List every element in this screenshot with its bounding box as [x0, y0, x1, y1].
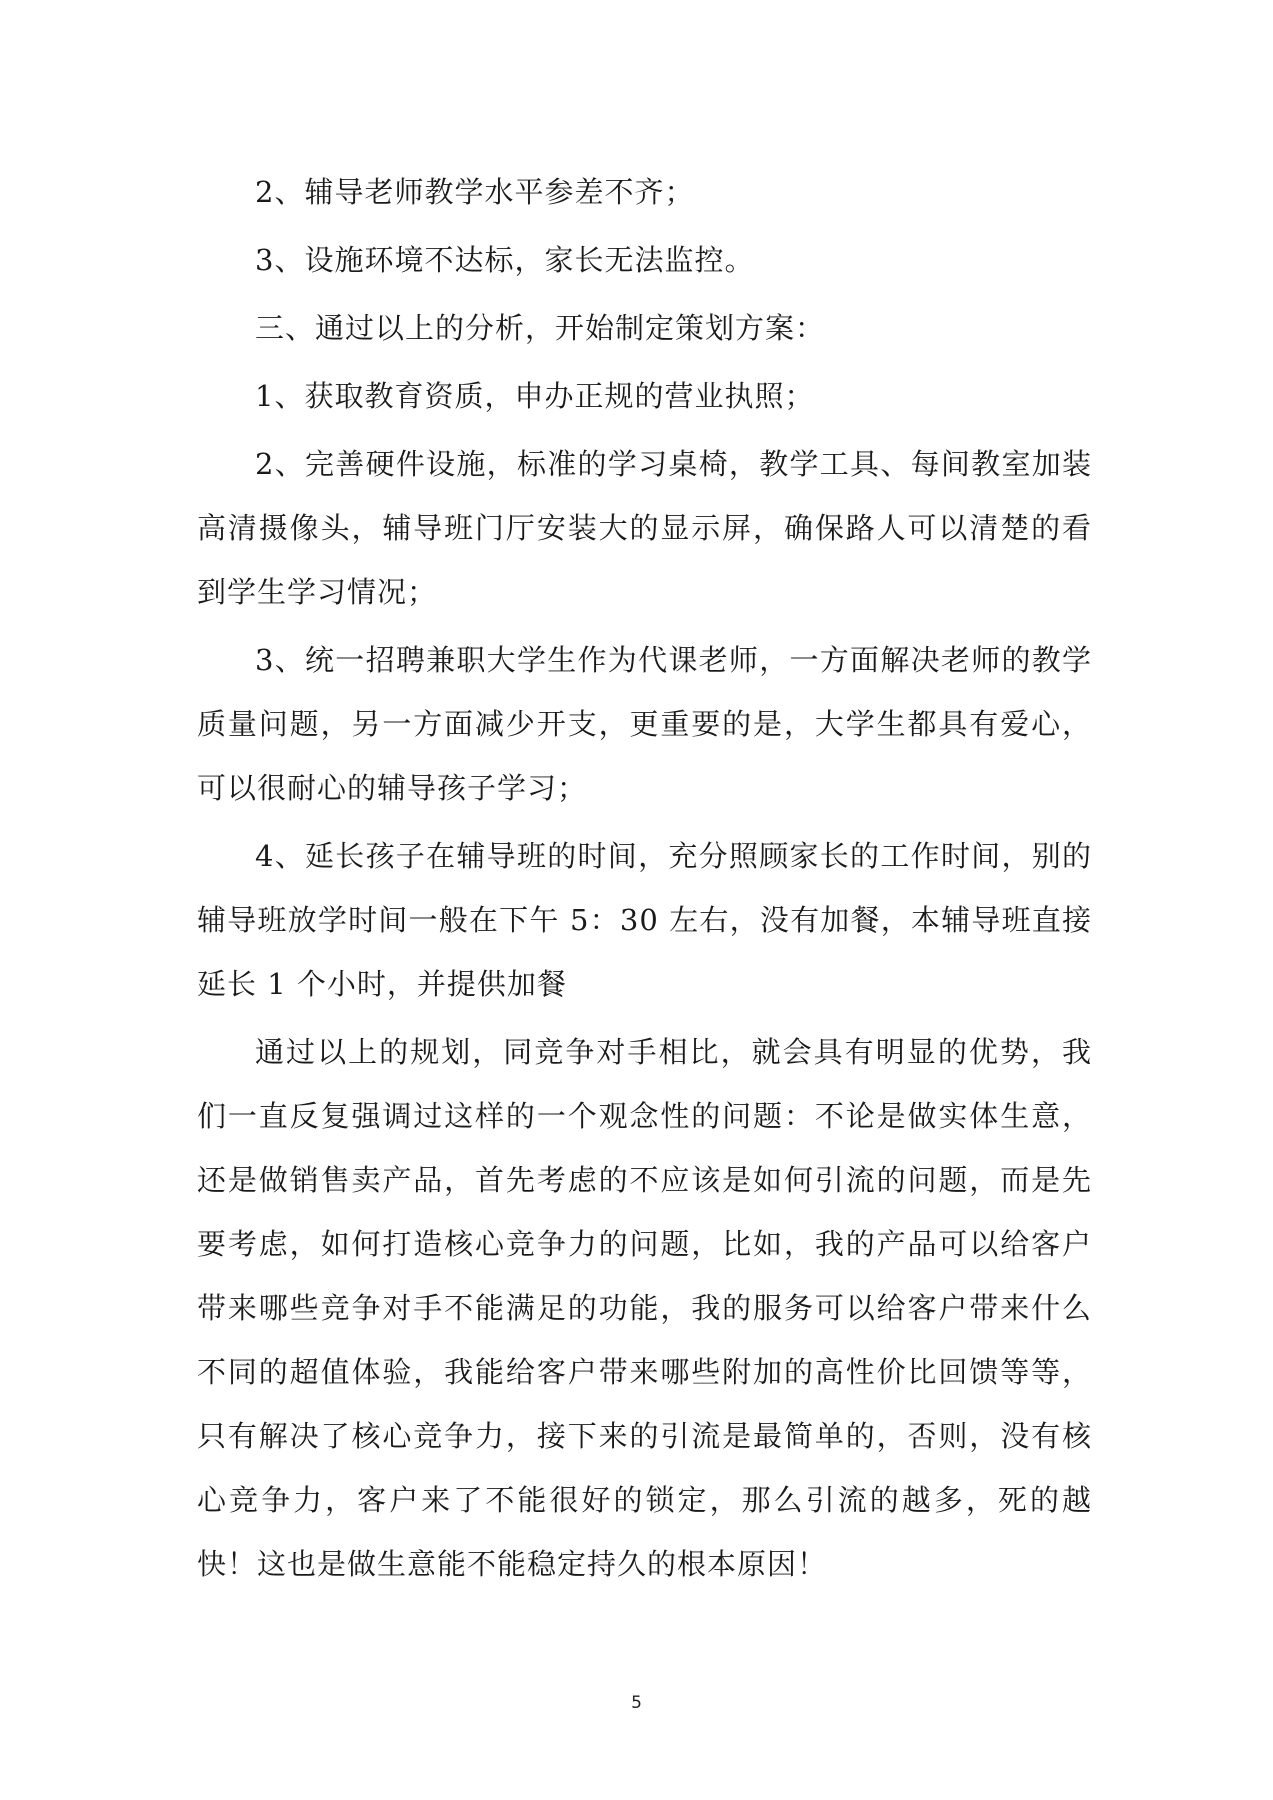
document-body: [197, 160, 1092, 1600]
paragraph: 3、统一招聘兼职大学生作为代课老师，一方面解决老师的教学质量问题，另一方面减少开支，更重要的是，大学生都具有爱心，可以很耐心的辅导孩子学习；: [197, 643, 1092, 805]
paragraph: 3、设施环境不达标，家长无法监控。: [255, 243, 755, 277]
page-number: 5: [631, 1693, 642, 1713]
section-heading: 三、通过以上的分析，开始制定策划方案：: [255, 311, 826, 345]
paragraph: 4、延长孩子在辅导班的时间，充分照顾家长的工作时间，别的辅导班放学时间一般在下午 5：30 左右，没有加餐，本辅导班直接延长 1 个小时，并提供加餐: [197, 839, 1092, 1001]
paragraph: 2、完善硬件设施，标准的学习桌椅，教学工具、每间教室加装高清摄像头，辅导班门厅安装大的显示屏，确保路人可以清楚的看到学生学习情况；: [197, 447, 1092, 609]
paragraph: 2、辅导老师教学水平参差不齐；: [255, 175, 695, 209]
paragraph: 1、获取教育资质，申办正规的营业执照；: [255, 379, 815, 413]
paragraph: 通过以上的规划，同竞争对手相比，就会具有明显的优势，我们一直反复强调过这样的一个观念性的问题：不论是做实体生意，还是做销售卖产品，首先考虑的不应该是如何引流的问题，而是先要考虑，如何打造核心竞争力的问题，比如，我的产品可以给客户带来哪些竞争对手不能满足的功能，我的服务可以给客户带来什么不同的超值体验，我能给客户带来哪些附加的高性价比回馈等等，只有解决了核心竞争力，接下来的引流是最简单的，否则，没有核心竞争力，客户来了不能很好的锁定，那么引流的越多，死的越快！这也是做生意能不能稳定持久的根本原因！: [197, 1035, 1092, 1581]
